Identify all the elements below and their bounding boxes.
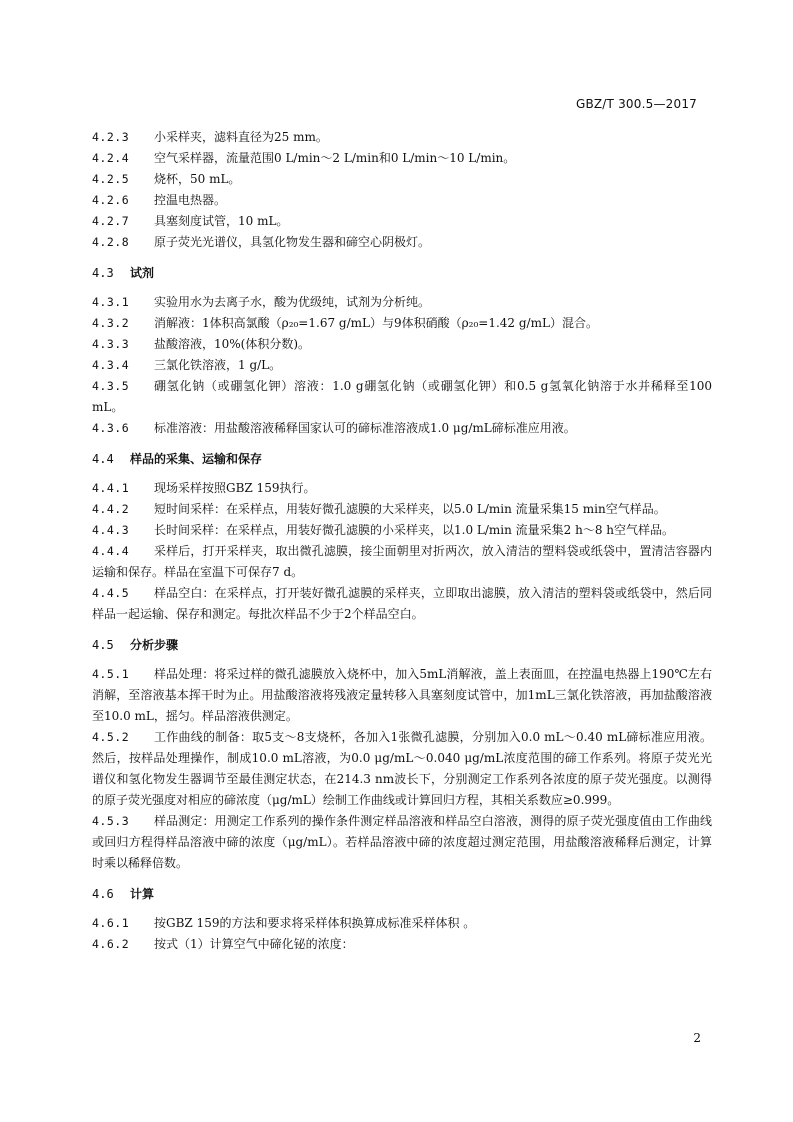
clause-4-2-6: 4.2.6 控温电热器。: [92, 193, 227, 207]
clause-4-2-7: 4.2.7 具塞刻度试管，10 mL。: [92, 214, 289, 228]
clause-4-2-3: 4.2.3 小采样夹，滤料直径为25 mm。: [92, 130, 328, 144]
document-body: [92, 127, 712, 955]
clause-4-6-2: 4.6.2 按式（1）计算空气中碲化铋的浓度：: [92, 937, 354, 951]
section-heading-4-3: 4.3 试剂: [92, 266, 155, 280]
clause-4-5-1: 4.5.1 样品处理：将采过样的微孔滤膜放入烧杯中，加入5mL消解液，盖上表面皿，在控温电热器上190℃左右消解，至溶液基本挥干时为止。用盐酸溶液将残液定量转移入具塞刻度试管中，加1mL三氯化铁溶液，再加盐酸溶液至10.0 mL，摇匀。样品溶液供测定。: [92, 667, 712, 723]
page-number: 2: [693, 1031, 701, 1045]
clause-4-4-4: 4.4.4 采样后，打开采样夹，取出微孔滤膜，接尘面朝里对折两次，放入清洁的塑料袋或纸袋中，置清洁容器内运输和保存。样品在室温下可保存7 d。: [92, 544, 712, 579]
clause-4-5-3: 4.5.3 样品测定：用测定工作系列的操作条件测定样品溶液和样品空白溶液，测得的原子荧光强度值由工作曲线或回归方程得样品溶液中碲的浓度（μg/mL）。若样品溶液中碲的浓度超过测定范围，用盐酸溶液稀释后测定，计算时乘以稀释倍数。: [92, 814, 712, 870]
clause-4-3-6: 4.3.6 标准溶液：用盐酸溶液稀释国家认可的碲标准溶液成1.0 μg/mL碲标准应用液。: [92, 421, 576, 435]
clause-4-2-4: 4.2.4 空气采样器，流量范围0 L/min～2 L/min和0 L/min～10 L/min。: [92, 151, 516, 165]
clause-4-3-2: 4.3.2 消解液：1体积高氯酸（ρ₂₀=1.67 g/mL）与9体积硝酸（ρ₂₀=1.42 g/mL）混合。: [92, 316, 598, 330]
clause-4-5-2: 4.5.2 工作曲线的制备：取5支～8支烧杯，各加入1张微孔滤膜，分别加入0.0 mL～0.40 mL碲标准应用液。然后，按样品处理操作，制成10.0 mL溶液，为0.0 μg/mL～0.040 μg/mL浓度范围的碲工作系列。将原子荧光光谱仪和氢化物发生器调节至最佳测定状态，在214.3 nm波长下，分别测定工作系列各浓度的原子荧光强度。以测得的原子荧光强度对相应的碲浓度（μg/mL）绘制工作曲线或计算回归方程，其相关系数应≥0.999。: [92, 730, 712, 807]
clause-4-4-5: 4.4.5 样品空白：在采样点，打开装好微孔滤膜的采样夹，立即取出滤膜，放入清洁的塑料袋或纸袋中，然后同样品一起运输、保存和测定。每批次样品不少于2个样品空白。: [92, 586, 712, 621]
clause-4-4-1: 4.4.1 现场采样按照GBZ 159执行。: [92, 481, 316, 495]
clause-4-2-5: 4.2.5 烧杯，50 mL。: [92, 172, 241, 186]
section-heading-4-4: 4.4 样品的采集、运输和保存: [92, 452, 263, 466]
clause-4-6-1: 4.6.1 按GBZ 159的方法和要求将采样体积换算成标准采样体积 。: [92, 916, 476, 930]
clause-4-4-3: 4.4.3 长时间采样：在采样点，用装好微孔滤膜的小采样夹，以1.0 L/min 流量采集2 h～8 h空气样品。: [92, 523, 675, 537]
clause-4-3-1: 4.3.1 实验用水为去离子水，酸为优级纯，试剂为分析纯。: [92, 295, 431, 309]
clause-4-3-5: 4.3.5 硼氢化钠（或硼氢化钾）溶液：1.0 g硼氢化钠（或硼氢化钾）和0.5 g氢氧化钠溶于水并稀释至100 mL。: [92, 379, 712, 414]
section-heading-4-5: 4.5 分析步骤: [92, 638, 179, 652]
clause-4-3-3: 4.3.3 盐酸溶液，10%(体积分数)。: [92, 337, 311, 351]
standard-number: GBZ/T 300.5—2017: [575, 97, 697, 111]
clause-4-2-8: 4.2.8 原子荧光光谱仪，具氢化物发生器和碲空心阴极灯。: [92, 235, 431, 249]
clause-4-4-2: 4.4.2 短时间采样：在采样点，用装好微孔滤膜的大采样夹，以5.0 L/min 流量采集15 min空气样品。: [92, 502, 666, 516]
section-heading-4-6: 4.6 计算: [92, 887, 155, 901]
clause-4-3-4: 4.3.4 三氯化铁溶液，1 g/L。: [92, 358, 282, 372]
